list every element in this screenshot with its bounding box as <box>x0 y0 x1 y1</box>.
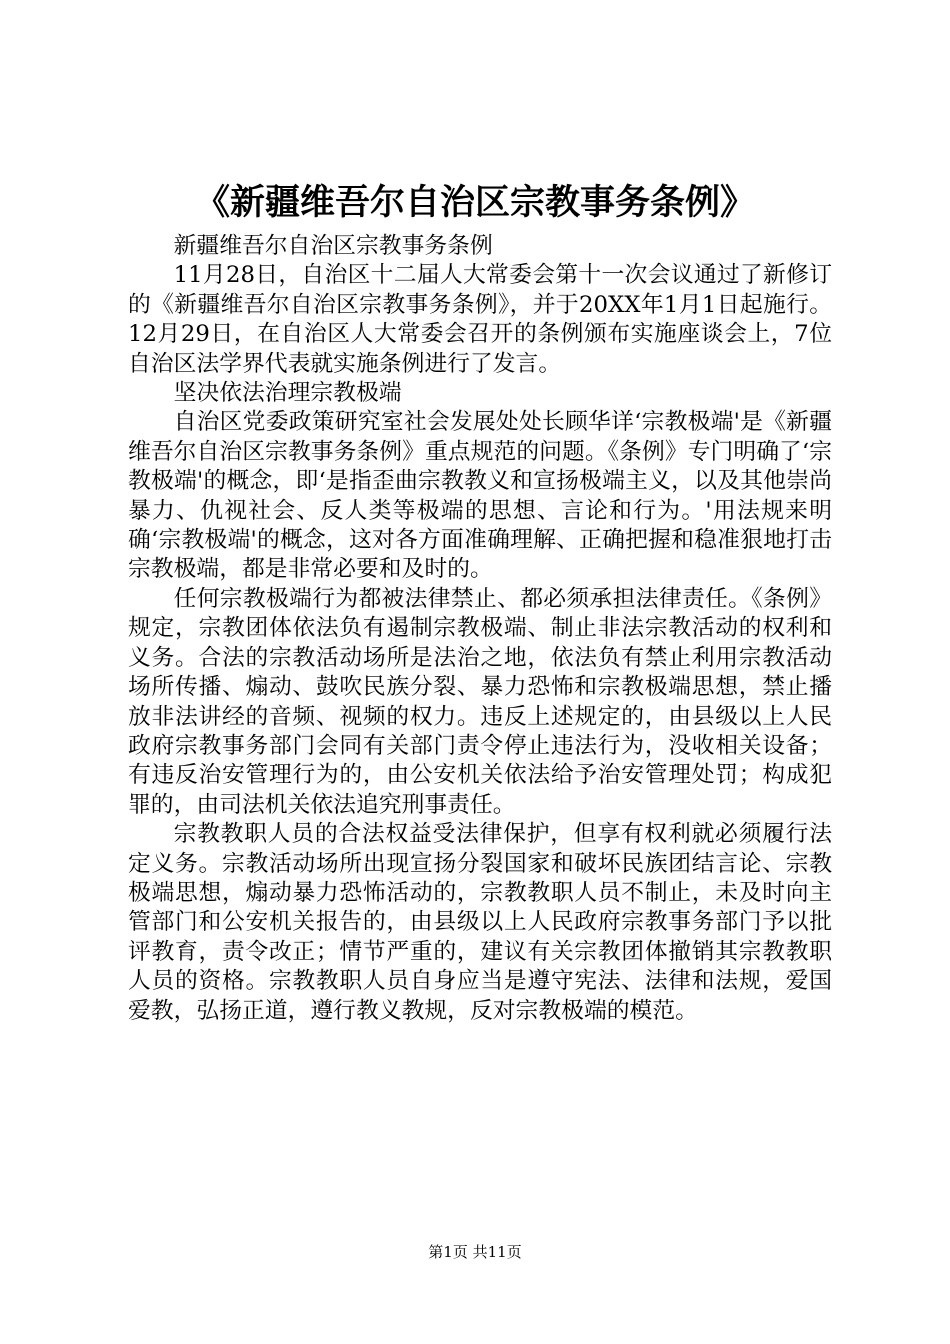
page-number-footer: 第1页 共11页 <box>428 1243 522 1261</box>
document-body <box>128 232 832 1026</box>
section-heading-paragraph: 坚决依法治理宗教极端 <box>173 380 402 407</box>
body-paragraph: 宗教教职人员的合法权益受法律保护，但享有权利就必须履行法定义务。宗教活动场所出现宣扬分裂国家和破坏民族团结言论、宗教极端思想，煽动暴力恐怖活动的，宗教教职人员不制止，未及时向主管部门和公安机关报告的，由县级以上人民政府宗教事务部门予以批评教育，责令改正；情节严重的，建议有关宗教团体撤销其宗教教职人员的资格。宗教教职人员自身应当是遵守宪法、法律和法规，爱国爱教，弘扬正道，遵行教义教规，反对宗教极端的模范。 <box>128 821 832 1024</box>
subtitle-paragraph: 新疆维吾尔自治区宗教事务条例 <box>173 233 493 259</box>
body-paragraph: 任何宗教极端行为都被法律禁止、都必须承担法律责任。《条例》规定，宗教团体依法负有遏制宗教极端、制止非法宗教活动的权利和义务。合法的宗教活动场所是法治之地，依法负有禁止利用宗教活动场所传播、煽动、鼓吹民族分裂、暴力恐怖和宗教极端思想，禁止播放非法讲经的音频、视频的权力。违反上述规定的，由县级以上人民政府宗教事务部门会同有关部门责令停止违法行为，没收相关设备；有违反治安管理行为的，由公安机关依法给予治安管理处罚；构成犯罪的，由司法机关依法追究刑事责任。 <box>128 585 832 818</box>
intro-paragraph: 11月28日，自治区十二届人大常委会第十一次会议通过了新修订的《新疆维吾尔自治区宗教事务条例》，并于20XX年1月1日起施行。12月29日，在自治区人大常委会召开的条例颁布实施座谈会上，7位自治区法学界代表就实施条例进行了发言。 <box>128 262 832 377</box>
body-paragraph: 自治区党委政策研究室社会发展处处长顾华详‘宗教极端'是《新疆维吾尔自治区宗教事务条例》重点规范的问题。《条例》专门明确了‘宗教极端'的概念，即‘是指歪曲宗教教义和宣扬极端主义，以及其他崇尚暴力、仇视社会、反人类等极端的思想、言论和行为。'用法规来明确‘宗教极端'的概念，这对各方面准确理解、正确把握和稳准狠地打击宗教极端，都是非常必要和及时的。 <box>128 409 832 583</box>
document-title: 《新疆维吾尔自治区宗教事务条例》 <box>194 182 755 223</box>
